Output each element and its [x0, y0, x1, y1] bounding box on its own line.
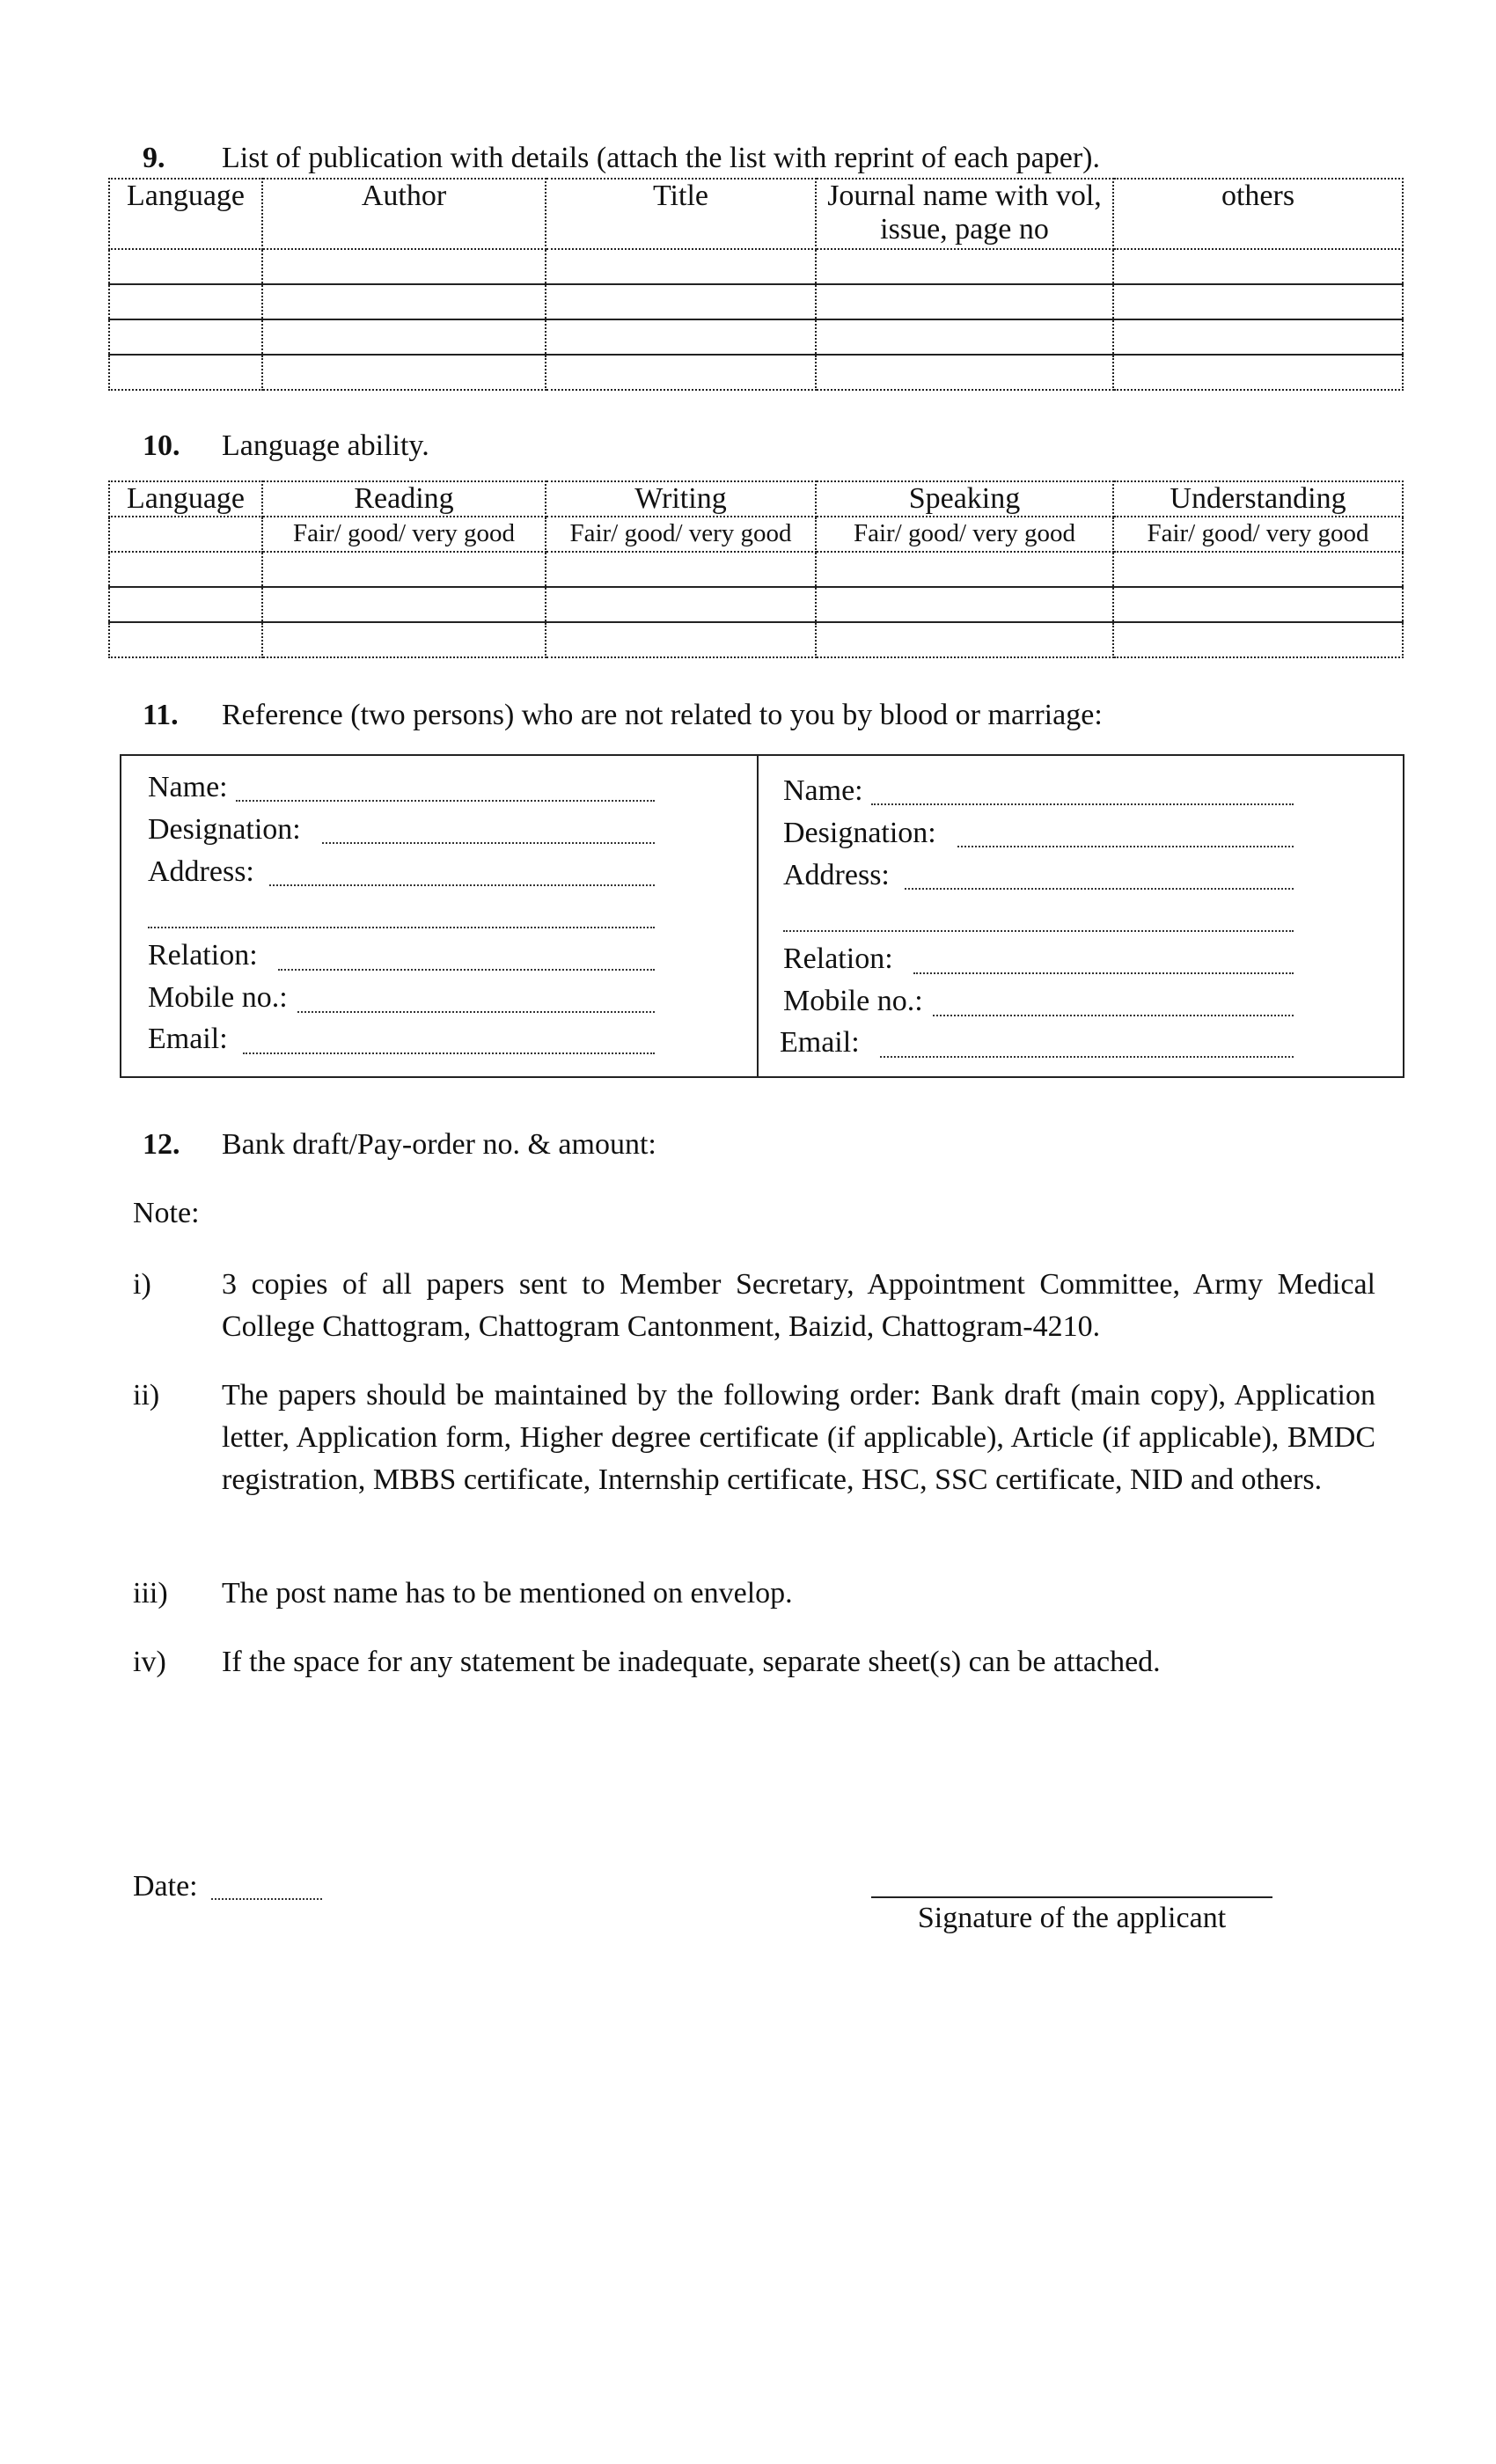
column-subheader: Fair/ good/ very good [816, 517, 1113, 552]
table-cell[interactable] [109, 249, 262, 284]
column-header: Understanding [1113, 481, 1403, 517]
note-marker: i) [133, 1268, 151, 1301]
table-row [109, 552, 1403, 587]
name-field[interactable] [236, 800, 655, 802]
table-cell[interactable] [109, 622, 262, 657]
table-cell[interactable] [262, 355, 546, 390]
relation-field[interactable] [278, 969, 655, 971]
table-cell[interactable] [109, 355, 262, 390]
relation-label: Relation: [148, 939, 258, 972]
column-header: Language [109, 481, 262, 517]
mobile-label: Mobile no.: [148, 981, 288, 1014]
reference-box [120, 754, 1404, 1078]
column-header: Reading [262, 481, 546, 517]
address-field[interactable] [905, 888, 1294, 890]
table-cell[interactable] [546, 587, 816, 622]
table-cell[interactable] [262, 319, 546, 355]
table-cell[interactable] [262, 552, 546, 587]
table-row [109, 587, 1403, 622]
note-item [133, 1375, 1375, 1544]
email-label: Email: [780, 1026, 860, 1059]
note-text: If the space for any statement be inadequate, separate sheet(s) can be attached. [222, 1646, 1161, 1678]
note-item [133, 1264, 1375, 1348]
table-cell[interactable] [1113, 587, 1403, 622]
relation-field[interactable] [913, 972, 1294, 974]
note-text: 3 copies of all papers sent to Member Secretary, Appointment Committee, Army Medical College Chattogram, Chattogram Cantonment, Baizid, Chattogram-4210. [222, 1268, 1375, 1343]
table-cell[interactable] [816, 284, 1113, 319]
table-cell[interactable] [546, 284, 816, 319]
address-label: Address: [783, 859, 890, 891]
note-item [133, 1641, 1375, 1683]
note-item [133, 1573, 1375, 1615]
note-text: The papers should be maintained by the following order: Bank draft (main copy), Application letter, Application form, Higher degree certificate (if applicable), Article (if applicable), BMDC registration, MBBS certificate, Internship certificate, HSC, SSC certificate, NID and others. [222, 1379, 1375, 1496]
note-label: Note: [133, 1197, 200, 1229]
column-header: Language [109, 179, 262, 249]
column-subheader: Fair/ good/ very good [1113, 517, 1403, 552]
column-header: others [1113, 179, 1403, 249]
table-cell[interactable] [816, 622, 1113, 657]
column-header: Title [546, 179, 816, 249]
table-subheader-row [109, 517, 1403, 552]
address-field-line-2[interactable] [148, 927, 655, 928]
section-title: Reference (two persons) who are not related to you by blood or marriage: [222, 699, 1103, 731]
table-cell[interactable] [816, 319, 1113, 355]
mobile-label: Mobile no.: [783, 985, 923, 1017]
designation-field[interactable] [957, 846, 1294, 847]
table-cell[interactable] [109, 319, 262, 355]
address-label: Address: [148, 855, 254, 888]
table-cell[interactable] [546, 622, 816, 657]
table-row [109, 249, 1403, 284]
table-cell[interactable] [109, 552, 262, 587]
note-text: The post name has to be mentioned on envelop. [222, 1577, 793, 1610]
column-subheader [109, 517, 262, 552]
address-field[interactable] [269, 884, 655, 886]
table-row [109, 319, 1403, 355]
table-cell[interactable] [1113, 284, 1403, 319]
table-cell[interactable] [1113, 622, 1403, 657]
section-title: Bank draft/Pay-order no. & amount: [222, 1128, 656, 1161]
table-cell[interactable] [262, 622, 546, 657]
column-header: Speaking [816, 481, 1113, 517]
table-header-row [109, 179, 1403, 249]
signature-label: Signature of the applicant [917, 1902, 1227, 1934]
table-cell[interactable] [816, 355, 1113, 390]
table-cell[interactable] [816, 249, 1113, 284]
section-9-heading [143, 141, 1375, 176]
column-header: Writing [546, 481, 816, 517]
note-marker: iv) [133, 1646, 166, 1678]
table-cell[interactable] [1113, 249, 1403, 284]
designation-label: Designation: [148, 813, 301, 846]
note-marker: ii) [133, 1379, 160, 1412]
section-number: 9. [143, 142, 165, 174]
section-number: 12. [143, 1128, 180, 1161]
table-cell[interactable] [109, 284, 262, 319]
table-cell[interactable] [546, 249, 816, 284]
table-cell[interactable] [1113, 355, 1403, 390]
column-header: Author [262, 179, 546, 249]
signature-line[interactable] [871, 1896, 1272, 1898]
section-11-heading [143, 698, 1375, 733]
reference-2 [759, 756, 1401, 1076]
table-cell[interactable] [262, 284, 546, 319]
table-cell[interactable] [262, 249, 546, 284]
email-field[interactable] [243, 1052, 655, 1054]
table-row [109, 622, 1403, 657]
section-10-heading [143, 429, 1375, 464]
relation-label: Relation: [783, 942, 893, 975]
table-cell[interactable] [816, 552, 1113, 587]
section-title: Language ability. [222, 429, 429, 462]
section-number: 10. [143, 429, 180, 462]
column-header: Journal name with vol, issue, page no [816, 179, 1113, 249]
table-cell[interactable] [1113, 319, 1403, 355]
mobile-field[interactable] [933, 1015, 1294, 1016]
date-field[interactable] [211, 1898, 322, 1900]
language-ability-table [108, 480, 1404, 658]
name-field[interactable] [871, 803, 1294, 805]
table-cell[interactable] [109, 587, 262, 622]
mobile-field[interactable] [297, 1011, 655, 1013]
table-cell[interactable] [816, 587, 1113, 622]
email-field[interactable] [880, 1056, 1294, 1058]
table-header-row [109, 481, 1403, 517]
column-subheader: Fair/ good/ very good [262, 517, 546, 552]
publication-table [108, 178, 1404, 391]
section-number: 11. [143, 699, 179, 731]
table-cell[interactable] [546, 355, 816, 390]
table-row [109, 284, 1403, 319]
email-label: Email: [148, 1023, 228, 1055]
address-field-line-2[interactable] [783, 930, 1294, 932]
column-subheader: Fair/ good/ very good [546, 517, 816, 552]
reference-1 [121, 756, 757, 1076]
table-cell[interactable] [546, 319, 816, 355]
date-label: Date: [133, 1870, 198, 1903]
name-label: Name: [783, 774, 863, 807]
table-cell[interactable] [1113, 552, 1403, 587]
table-row [109, 355, 1403, 390]
table-cell[interactable] [546, 552, 816, 587]
section-title: List of publication with details (attach the list with reprint of each paper). [222, 142, 1100, 174]
section-12-heading [143, 1127, 1375, 1162]
table-cell[interactable] [262, 587, 546, 622]
note-marker: iii) [133, 1577, 168, 1610]
designation-label: Designation: [783, 817, 936, 849]
designation-field[interactable] [322, 842, 655, 844]
name-label: Name: [148, 771, 228, 803]
